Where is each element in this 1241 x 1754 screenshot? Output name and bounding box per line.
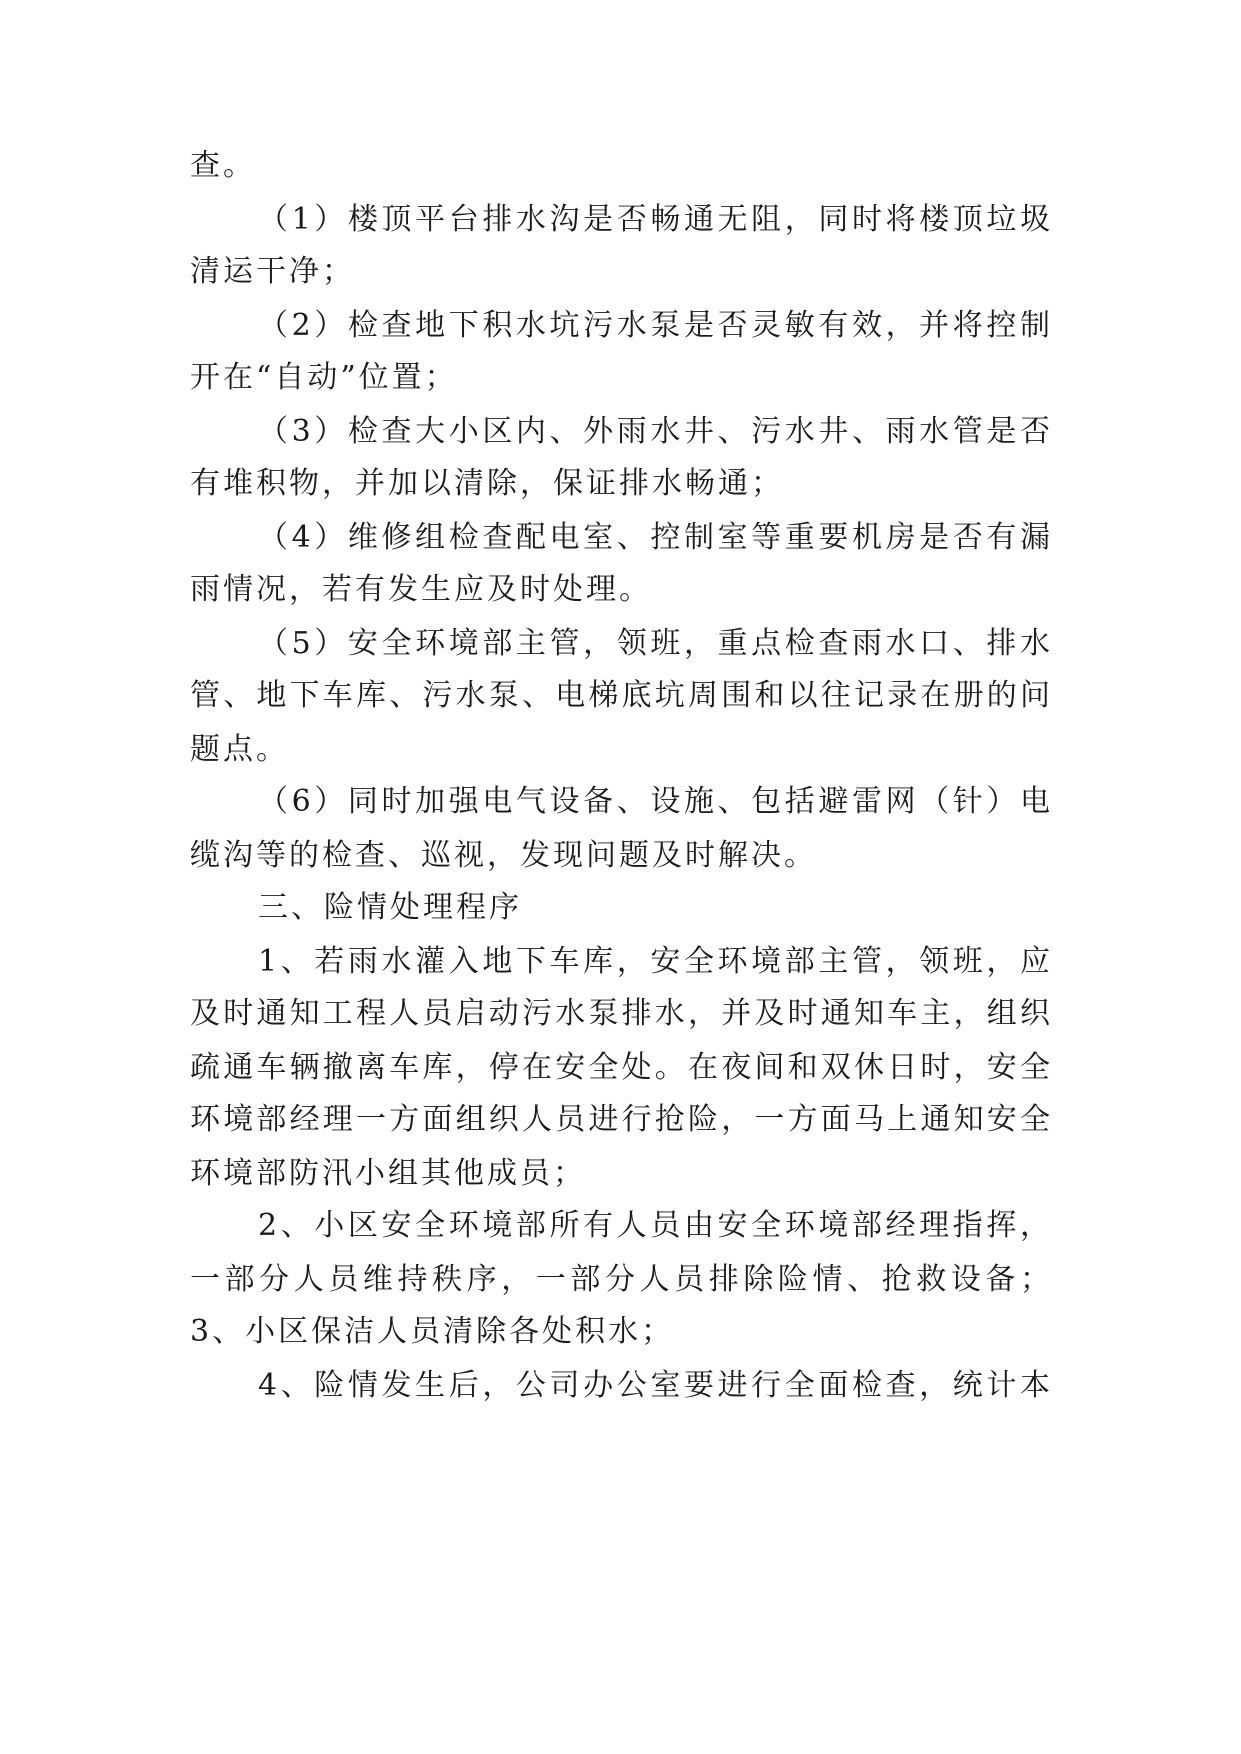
section-heading: 三、险情处理程序 (258, 890, 522, 925)
text-line: 管、地下车库、污水泵、电梯底坑周围和以往记录在册的问 (190, 678, 1050, 713)
text-line: 2、小区安全环境部所有人员由安全环境部经理指挥， (258, 1208, 1050, 1243)
text-line: （5）安全环境部主管，领班，重点检查雨水口、排水 (258, 626, 1050, 661)
text-line: （4）维修组检查配电室、控制室等重要机房是否有漏 (258, 520, 1050, 555)
text-line: 开在“自动”位置； (190, 360, 458, 395)
text-line: 环境部防汛小组其他成员； (190, 1156, 586, 1191)
text-line: 雨情况，若有发生应及时处理。 (190, 572, 652, 607)
text-line: 1、若雨水灌入地下车库，安全环境部主管，领班，应 (258, 944, 1050, 979)
text-line: 缆沟等的检查、巡视，发现问题及时解决。 (190, 838, 817, 873)
text-line: 清运干净； (190, 254, 355, 289)
text-line: 疏通车辆撤离车库，停在安全处。在夜间和双休日时，安全 (190, 1050, 1050, 1085)
text-line: 题点。 (190, 732, 289, 767)
text-line: 环境部经理一方面组织人员进行抢险，一方面马上通知安全 (190, 1102, 1050, 1137)
text-line: （1）楼顶平台排水沟是否畅通无阻，同时将楼顶垃圾 (258, 202, 1050, 237)
text-line: 3、小区保洁人员清除各处积水； (190, 1314, 675, 1349)
text-line: （3）检查大小区内、外雨水井、污水井、雨水管是否 (258, 414, 1050, 449)
text-line: 有堆积物，并加以清除，保证排水畅通； (190, 466, 784, 501)
text-line: 一部分人员维持秩序，一部分人员排除险情、抢救设备； (190, 1262, 1050, 1297)
text-line: 及时通知工程人员启动污水泵排水，并及时通知车主，组织 (190, 996, 1050, 1031)
text-line: （6）同时加强电气设备、设施、包括避雷网（针）电 (258, 784, 1050, 819)
text-line: （2）检查地下积水坑污水泵是否灵敏有效，并将控制 (258, 308, 1050, 343)
text-line: 4、险情发生后，公司办公室要进行全面检查，统计本 (258, 1368, 1050, 1403)
text-line: 查。 (190, 148, 256, 183)
